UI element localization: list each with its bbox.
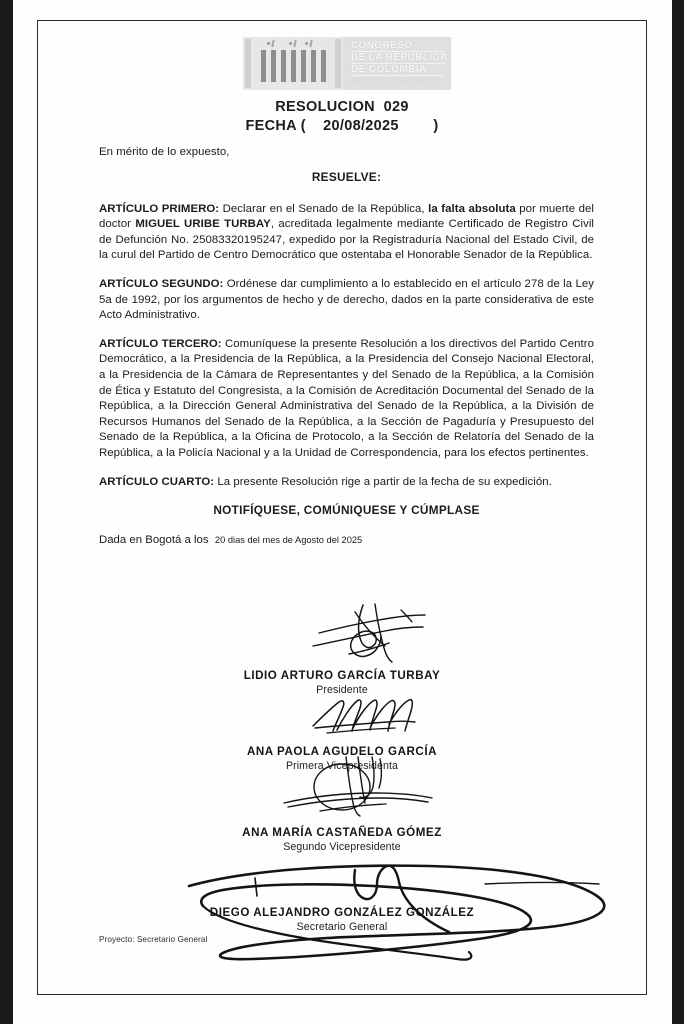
article-tercero [99, 337, 594, 462]
signature-scribble-1-svg [305, 602, 445, 664]
article-primero-text-c: , acreditada legalmente mediante Certificado de Registro Civil de Defunción No. 25083320195247, expedido por la Registraduría Nacional del Estado Civil, de la curul del Partido de Centro Democrático que ostentaba el Honorable Senador de la República. [99, 218, 594, 262]
paper-sheet [13, 0, 672, 1024]
article-primero [99, 202, 594, 264]
document-body [99, 145, 594, 548]
dateline [99, 533, 594, 548]
article-tercero-label: ARTÍCULO TERCERO: [99, 337, 222, 350]
congress-emblem [243, 37, 451, 90]
notify-heading: NOTIFÍQUESE, COMÚNIQUESE Y CÚMPLASE [213, 503, 480, 518]
emblem-line-4: SENADO DE LA REPÚBLICA [351, 78, 438, 84]
document-title [37, 98, 647, 136]
signature-name-2: ANA PAOLA AGUDELO GARCÍA [246, 745, 438, 758]
signature-scribble-2-svg [309, 698, 429, 738]
signature-ink-1 [305, 602, 445, 664]
emblem-line-3: DE COLOMBIA [351, 64, 427, 75]
article-tercero-text: Comuníquese la presente Resolución a los directivos del Partido Centro Democrático, a la Presidencia de la República, a la Presidencia del Consejo Nacional Electoral, a la Presidencia de la Cámara de Representantes y del Senado de la República, a la Comisión de Ética y Estatuto del Congresista, a la Comisión de Acreditación Documental del Senado de la República, a la Dirección General Administrativa del Senado de la República, a la División de Recursos Humanos del Senado de la República, a la Sección de Pagaduría y Presupuesto del Senado de la República, a la Oficina de Protocolo, a la Sección de Relatoría del Senado de la República, a la Policía Nacional y a la Unidad de Correspondencia, para los efectos pertinentes. [99, 337, 594, 459]
lead-line: En mérito de lo expuesto, [99, 146, 230, 158]
signature-role-3: Segundo Vicepresidente [283, 841, 401, 853]
article-cuarto-label: ARTÍCULO CUARTO: [99, 475, 215, 488]
article-cuarto-text: La presente Resolución rige a partir de la fecha de su expedición. [214, 475, 552, 488]
signature-block-1 [37, 669, 647, 697]
article-segundo-label: ARTÍCULO SEGUNDO: [99, 277, 224, 290]
article-primero-text-b: por muerte del doctor [99, 202, 595, 231]
emblem-line-1: CONGRESO [351, 40, 413, 51]
dateline-main: Dada en Bogotá a los [99, 534, 209, 547]
signature-role-4: Secretario General [296, 921, 388, 933]
dateline-detail: 20 dias del mes de Agosto del 2025 [214, 535, 363, 546]
signature-role-1: Presidente [316, 684, 368, 696]
article-primero-text-a: Declarar en el Senado de la República, [219, 202, 429, 215]
scan-left-edge-shadow [0, 0, 13, 1024]
signature-block-4 [37, 906, 647, 934]
article-segundo-text: Ordénese dar cumplimiento a lo establecido en el artículo 278 de la Ley 5a de 1992, por los argumentos de hecho y de derecho, dados en la parte considerativa de este Acto Administrativo. [99, 277, 594, 322]
article-primero-label: ARTÍCULO PRIMERO: [99, 202, 220, 215]
article-primero-bold-phrase: la falta absoluta [428, 202, 516, 215]
signature-name-3: ANA MARÍA CASTAÑEDA GÓMEZ [242, 826, 442, 839]
signature-block-3 [37, 826, 647, 854]
signature-block-2 [37, 745, 647, 773]
emblem-barcode-graphic [243, 37, 343, 90]
signature-name-4: DIEGO ALEJANDRO GONZÁLEZ GONZÁLEZ [209, 906, 475, 919]
scan-right-edge-shadow [672, 0, 684, 1024]
article-primero-bold-name: MIGUEL URIBE TURBAY [135, 218, 271, 231]
footer-project-note: Proyecto: Secretario General [99, 935, 208, 944]
article-segundo [99, 277, 594, 324]
emblem-text-block [343, 37, 451, 90]
resolution-number-line: RESOLUCION 029 [275, 99, 409, 115]
resolution-date-line: FECHA ( 20/08/2025 ) [245, 118, 439, 134]
signature-role-2: Primera Vicepresidenta [285, 760, 399, 772]
resuelve-heading: RESUELVE: [311, 169, 382, 184]
signature-name-1: LIDIO ARTURO GARCÍA TURBAY [243, 669, 441, 682]
page-content [37, 20, 647, 995]
article-cuarto [99, 475, 594, 491]
signature-ink-2 [309, 698, 429, 738]
emblem-line-2: DE LA REPÚBLICA [351, 52, 448, 63]
